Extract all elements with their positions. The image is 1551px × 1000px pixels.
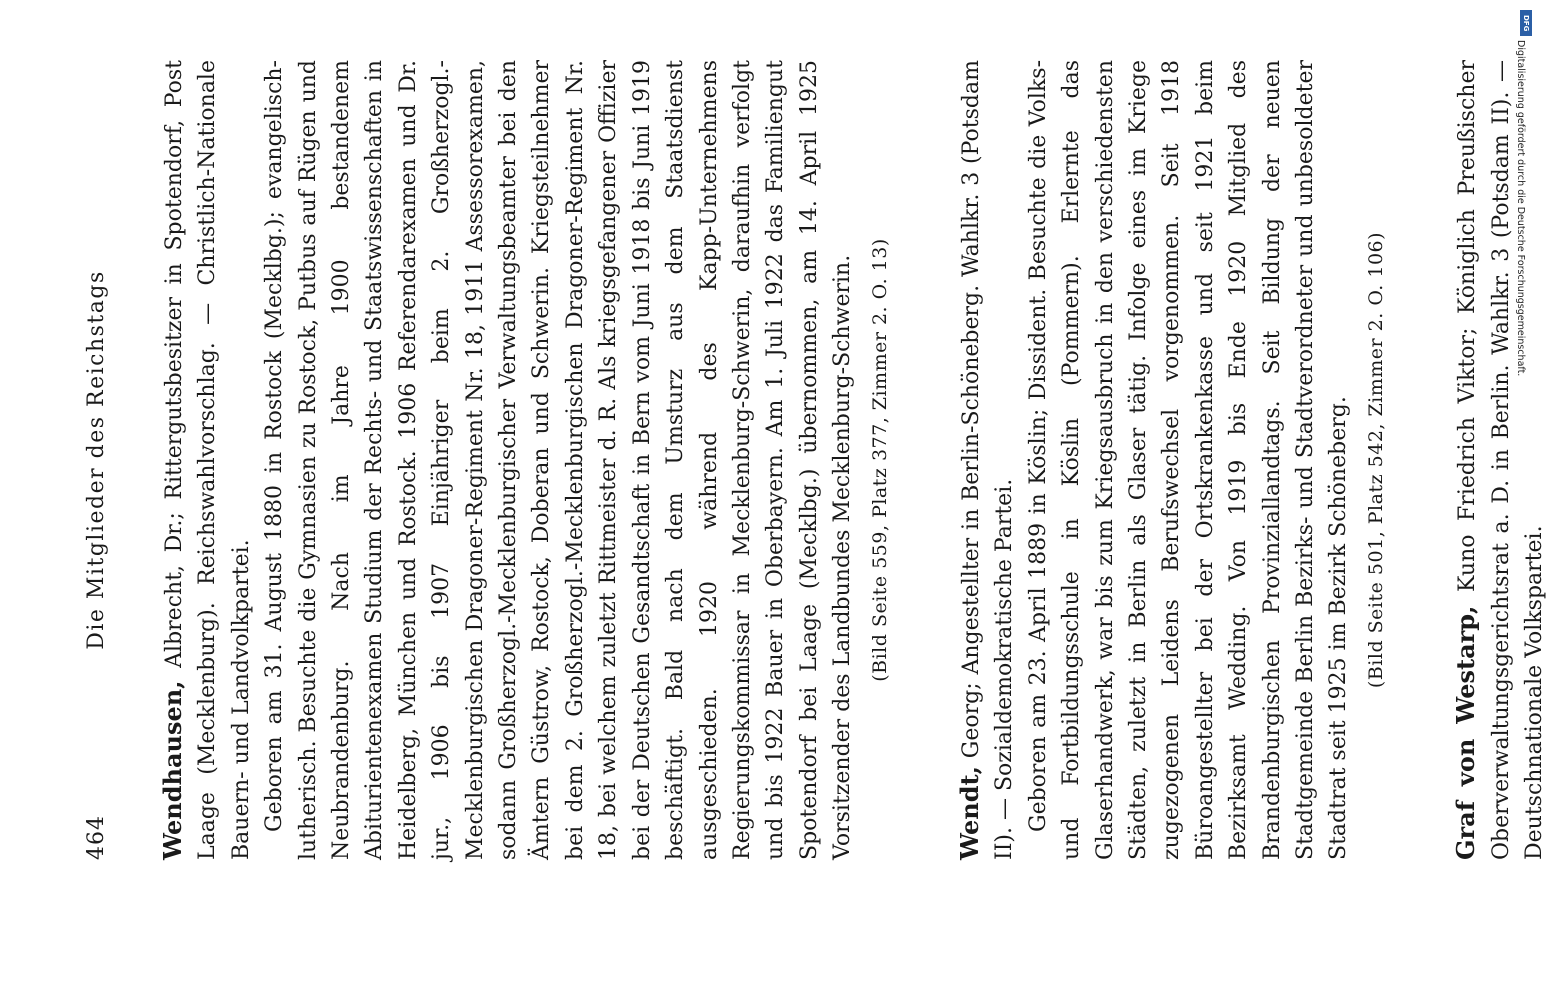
- member-name: Wendhausen,: [158, 680, 187, 860]
- entry-lead: [156, 60, 258, 860]
- member-biography: Geboren am 31. August 1880 in Rostock (Mecklbg.); evangelisch-lutherisch. Besuchte die Gymnasien zu Rostock, Putbus auf Rügen und Neubrandenburg. Nach im Jahre 1900 bestandenem Abiturientenexamen Studium der Rechts- und Staatswissenschaften in Heidelberg, München und Rostock. 1906 Referendarexamen und Dr. jur., 1906 bis 1907 Einjähriger beim 2. Großherzogl.-Mecklenburgischen Dragoner-Regiment Nr. 18, 1911 Assessorexamen, sodann Großherzogl.-Mecklenburgischer Verwaltungsbeamter bei den Ämtern Güstrow, Rostock, Doberan und Schwerin. Kriegsteilnehmer bei dem 2. Großherzogl.-Mecklenburgischen Dragoner-Regiment Nr. 18, bei welchem zuletzt Rittmeister d. R. Als kriegsgefangener Offizier bei der Deutschen Gesandtschaft in Bern vom Juni 1918 bis Juni 1919 beschäftigt. Bald nach dem Umsturz aus dem Staatsdienst ausgeschieden. 1920 während des Kapp-Unternehmens Regierungskommissar in Mecklenburg-Schwerin, daraufhin verfolgt und bis 1922 Bauer in Oberbayern. Am 1. Juli 1922 das Familiengut Spotendorf bei Laage (Mecklbg.) übernommen, am 14. April 1925 Vorsitzender des Landbundes Mecklenburg-Schwerin.: [262, 60, 856, 860]
- entry-lead: [953, 60, 1022, 860]
- entry-lead: [1449, 60, 1551, 860]
- page-number: 464: [84, 815, 109, 860]
- picture-reference: (Bild Seite 559, Platz 377, Zimmer 2. O. 13): [868, 238, 891, 682]
- digitization-credit: [1512, 40, 1526, 600]
- member-intro: Kuno Friedrich Viktor; Königlich Preußischer Oberverwaltungsgerichtsrat a. D. in Berlin. Wahlkr. 3 (Potsdam II). — Deutschnationale Volkspartei.: [1455, 60, 1548, 860]
- entry-wendhausen: [156, 60, 897, 860]
- running-title: Die Mitglieder des Reichstags: [84, 270, 109, 650]
- dfg-logo: DFG: [1520, 10, 1532, 36]
- credit-text: Digitalisierung gefördert durch die Deutsche Forschungsgemeinschaft.: [1515, 40, 1526, 377]
- member-intro: Albrecht, Dr.; Rittergutsbesitzer in Spotendorf, Post Laage (Mecklenburg). Reichswahlvorschlag. — Christlich-Nationale Bauern- und Landvolkpartei.: [162, 60, 254, 860]
- entry-westarp: [1449, 60, 1551, 860]
- member-name: Graf von Westarp,: [1451, 605, 1481, 860]
- running-head: [80, 60, 120, 860]
- member-intro: Georg; Angestellter in Berlin-Schöneberg. Wahlkr. 3 (Potsdam II). — Sozialdemokratische Partei.: [958, 60, 1018, 860]
- member-biography: Geboren am 23. April 1889 in Köslin; Dissident. Besuchte die Volks- und Fortbildungsschule in Köslin (Pommern). Erlernte das Glaserhandwerk, war bis zum Kriegsausbruch in den verschiedensten Städten, zuletzt in Berlin als Glaser tätig. Infolge eines im Kriege zugezogenen Leidens Berufswechsel vorgenommen. Seit 1918 Büroangestellter bei der Ortskrankenkasse und seit 1921 beim Bezirksamt Wedding. Von 1919 bis Ende 1920 Mitglied des Brandenburgischen Provinziallandtags. Seit Bildung der neuen Stadtgemeinde Berlin Bezirks- und Stadtverordneter und unbesoldeter Stadtrat seit 1925 im Bezirk Schöneberg.: [1025, 60, 1352, 860]
- entry-wendt: [953, 60, 1393, 860]
- picture-reference: (Bild Seite 501, Platz 542, Zimmer 2. O. 106): [1364, 231, 1387, 689]
- member-name: Wendt,: [954, 766, 984, 860]
